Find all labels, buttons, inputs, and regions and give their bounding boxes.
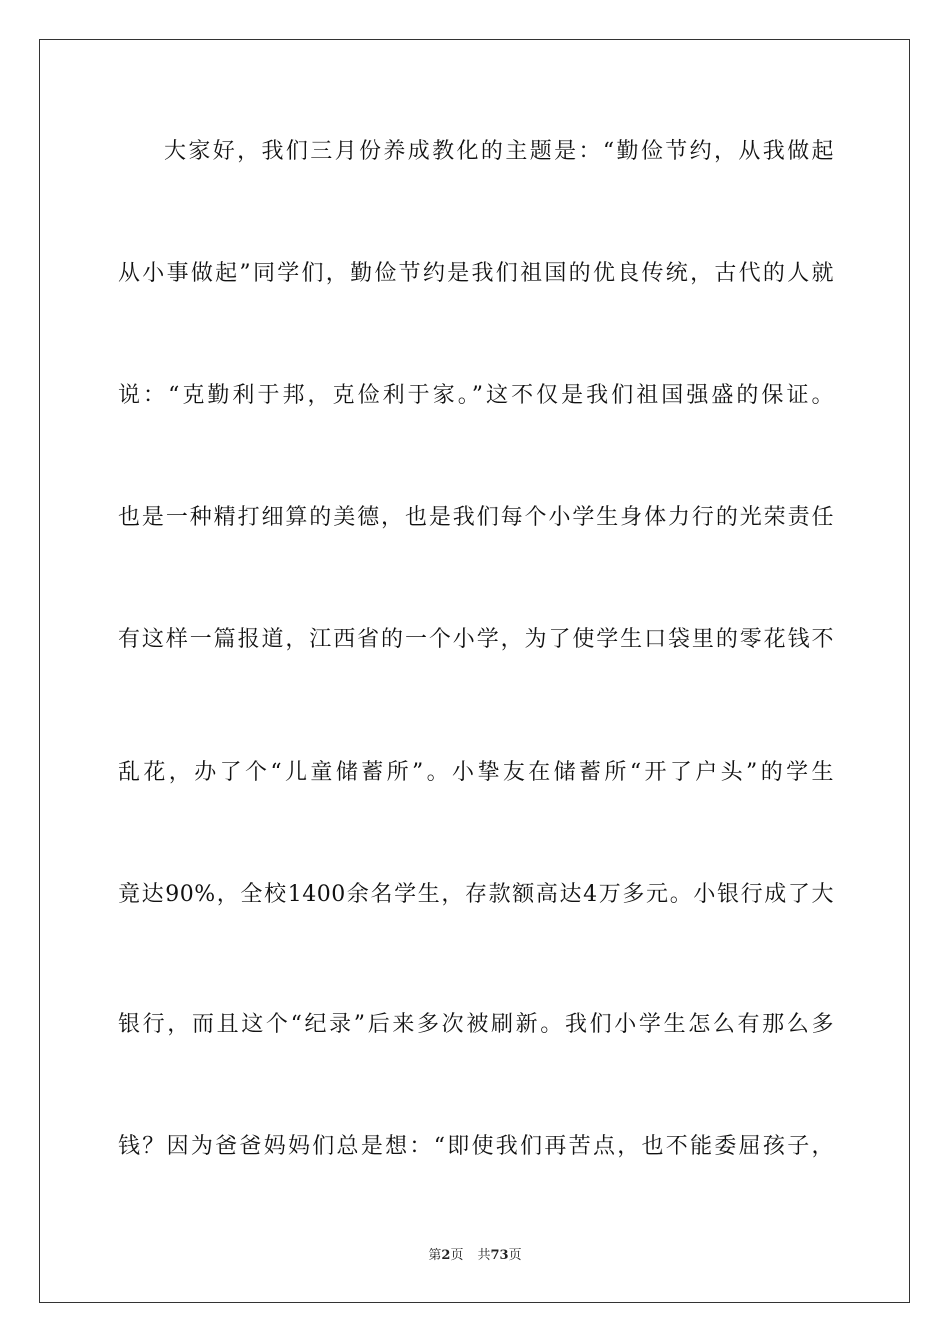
- total-prefix: 共: [477, 1248, 491, 1263]
- page-prefix: 第: [428, 1248, 442, 1263]
- text-line-9: 钱？因为爸爸妈妈们总是想：“即使我们再苦点，也不能委屈孩子，: [118, 1134, 834, 1159]
- text-line-2: 从小事做起”同学们，勤俭节约是我们祖国的优良传统，古代的人就: [118, 261, 834, 286]
- text-line-5: 有这样一篇报道，江西省的一个小学，为了使学生口袋里的零花钱不: [118, 627, 834, 652]
- text-line-4: 也是一种精打细算的美德，也是我们每个小学生身体力行的光荣责任: [118, 505, 834, 530]
- text-line-8: 银行，而且这个“纪录”后来多次被刷新。我们小学生怎么有那么多: [118, 1012, 834, 1037]
- text-line-7: 竟达90%，全校1400余名学生，存款额高达4万多元。小银行成了大: [118, 882, 834, 907]
- text-line-6: 乱花，办了个“儿童储蓄所”。小挚友在储蓄所“开了户头”的学生: [118, 760, 834, 785]
- total-pages: 73: [490, 1248, 509, 1263]
- page-number: 2: [441, 1248, 451, 1263]
- text-line-3: 说：“克勤利于邦，克俭利于家。”这不仅是我们祖国强盛的保证。: [118, 383, 834, 408]
- total-suffix: 页: [508, 1248, 522, 1263]
- text-line-1: 大家好，我们三月份养成教化的主题是：“勤俭节约，从我做起: [164, 139, 834, 164]
- page-suffix: 页: [450, 1248, 464, 1263]
- page-border: [39, 39, 910, 1303]
- page-footer: [0, 1247, 950, 1265]
